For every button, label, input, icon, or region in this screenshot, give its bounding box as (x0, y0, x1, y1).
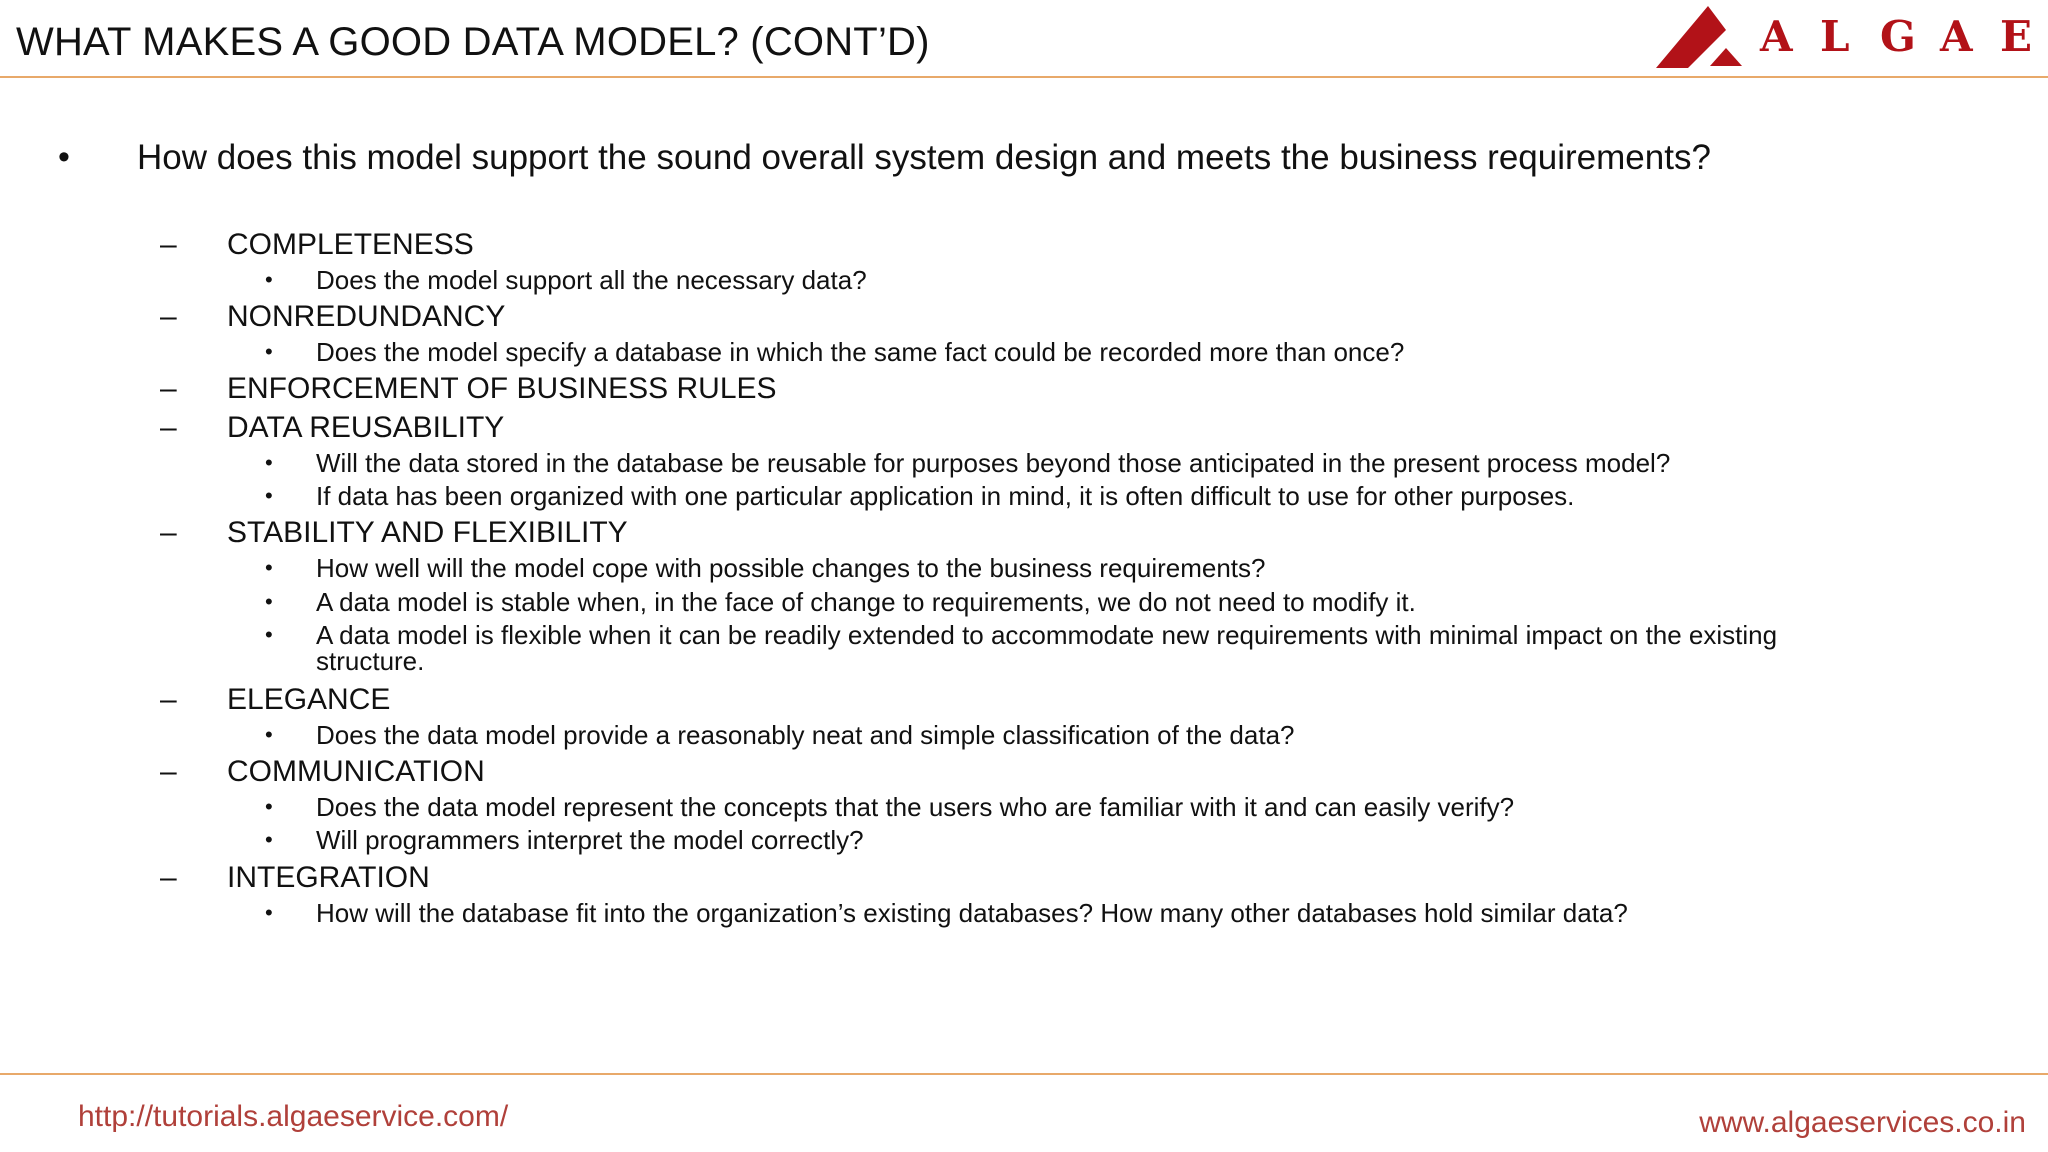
algae-logo (1652, 0, 2048, 76)
logo-wordmark (1760, 12, 2048, 61)
logo-letter: A (1940, 12, 1973, 61)
sub-item: How well will the model cope with possible changes to the business requirements? (316, 553, 1266, 583)
section-dash: – (160, 300, 177, 333)
sub-bullet: • (265, 483, 273, 508)
sub-item: Does the data model represent the concepts that the users who are familiar with it and can easily verify? (316, 792, 1515, 822)
sub-item: Does the data model provide a reasonably neat and simple classification of the data? (316, 720, 1295, 750)
sub-item: A data model is flexible when it can be readily extended to accommodate new requirements with minimal impact on the existing (316, 620, 1778, 650)
sub-item: Does the model support all the necessary data? (316, 265, 867, 295)
sub-bullet: • (265, 900, 273, 925)
footer-website-link[interactable]: www.algaeservices.co.in (1699, 1106, 2026, 1139)
sub-bullet: • (265, 267, 273, 292)
sub-item: Will the data stored in the database be reusable for purposes beyond those anticipated in the present process model? (316, 448, 1671, 478)
section-heading-completeness: COMPLETENESS (227, 228, 474, 261)
sub-bullet: • (265, 827, 273, 852)
sub-item: If data has been organized with one particular application in mind, it is often difficult to use for other purposes. (316, 481, 1575, 511)
sub-bullet: • (265, 722, 273, 747)
section-dash: – (160, 228, 177, 261)
main-question: How does this model support the sound overall system design and meets the business requirements? (137, 138, 1711, 177)
section-dash: – (160, 861, 177, 894)
section-dash: – (160, 755, 177, 788)
section-dash: – (160, 683, 177, 716)
header-divider (0, 76, 2048, 78)
sub-bullet: • (265, 622, 273, 647)
section-dash: – (160, 411, 177, 444)
sub-item-continuation: structure. (316, 646, 425, 676)
logo-letter: A (1760, 12, 1793, 61)
sub-bullet: • (265, 450, 273, 475)
footer-tutorials-link[interactable]: http://tutorials.algaeservice.com/ (78, 1100, 509, 1133)
footer-divider (0, 1073, 2048, 1075)
sub-item: A data model is stable when, in the face of change to requirements, we do not need to modify it. (316, 587, 1416, 617)
sub-bullet: • (265, 555, 273, 580)
sub-bullet: • (265, 339, 273, 364)
sub-item: Will programmers interpret the model correctly? (316, 825, 864, 855)
section-heading-enforcement: ENFORCEMENT OF BUSINESS RULES (227, 372, 777, 405)
main-bullet: • (58, 138, 70, 176)
section-dash: – (160, 372, 177, 405)
logo-letter: L (1820, 12, 1850, 61)
logo-letter: E (2000, 12, 2033, 61)
section-heading-nonredundancy: NONREDUNDANCY (227, 300, 506, 333)
section-heading-stability-flexibility: STABILITY AND FLEXIBILITY (227, 516, 628, 549)
slide-title: WHAT MAKES A GOOD DATA MODEL? (CONT’D) (16, 20, 930, 64)
sub-item: How will the database fit into the organization’s existing databases? How many other databases hold similar data? (316, 898, 1628, 928)
section-heading-integration: INTEGRATION (227, 861, 430, 894)
logo-letter: G (1880, 12, 1916, 61)
section-heading-data-reusability: DATA REUSABILITY (227, 411, 505, 444)
sub-bullet: • (265, 794, 273, 819)
section-heading-elegance: ELEGANCE (227, 683, 391, 716)
sub-item: Does the model specify a database in which the same fact could be recorded more than once? (316, 337, 1405, 367)
section-heading-communication: COMMUNICATION (227, 755, 485, 788)
section-dash: – (160, 516, 177, 549)
sub-bullet: • (265, 589, 273, 614)
